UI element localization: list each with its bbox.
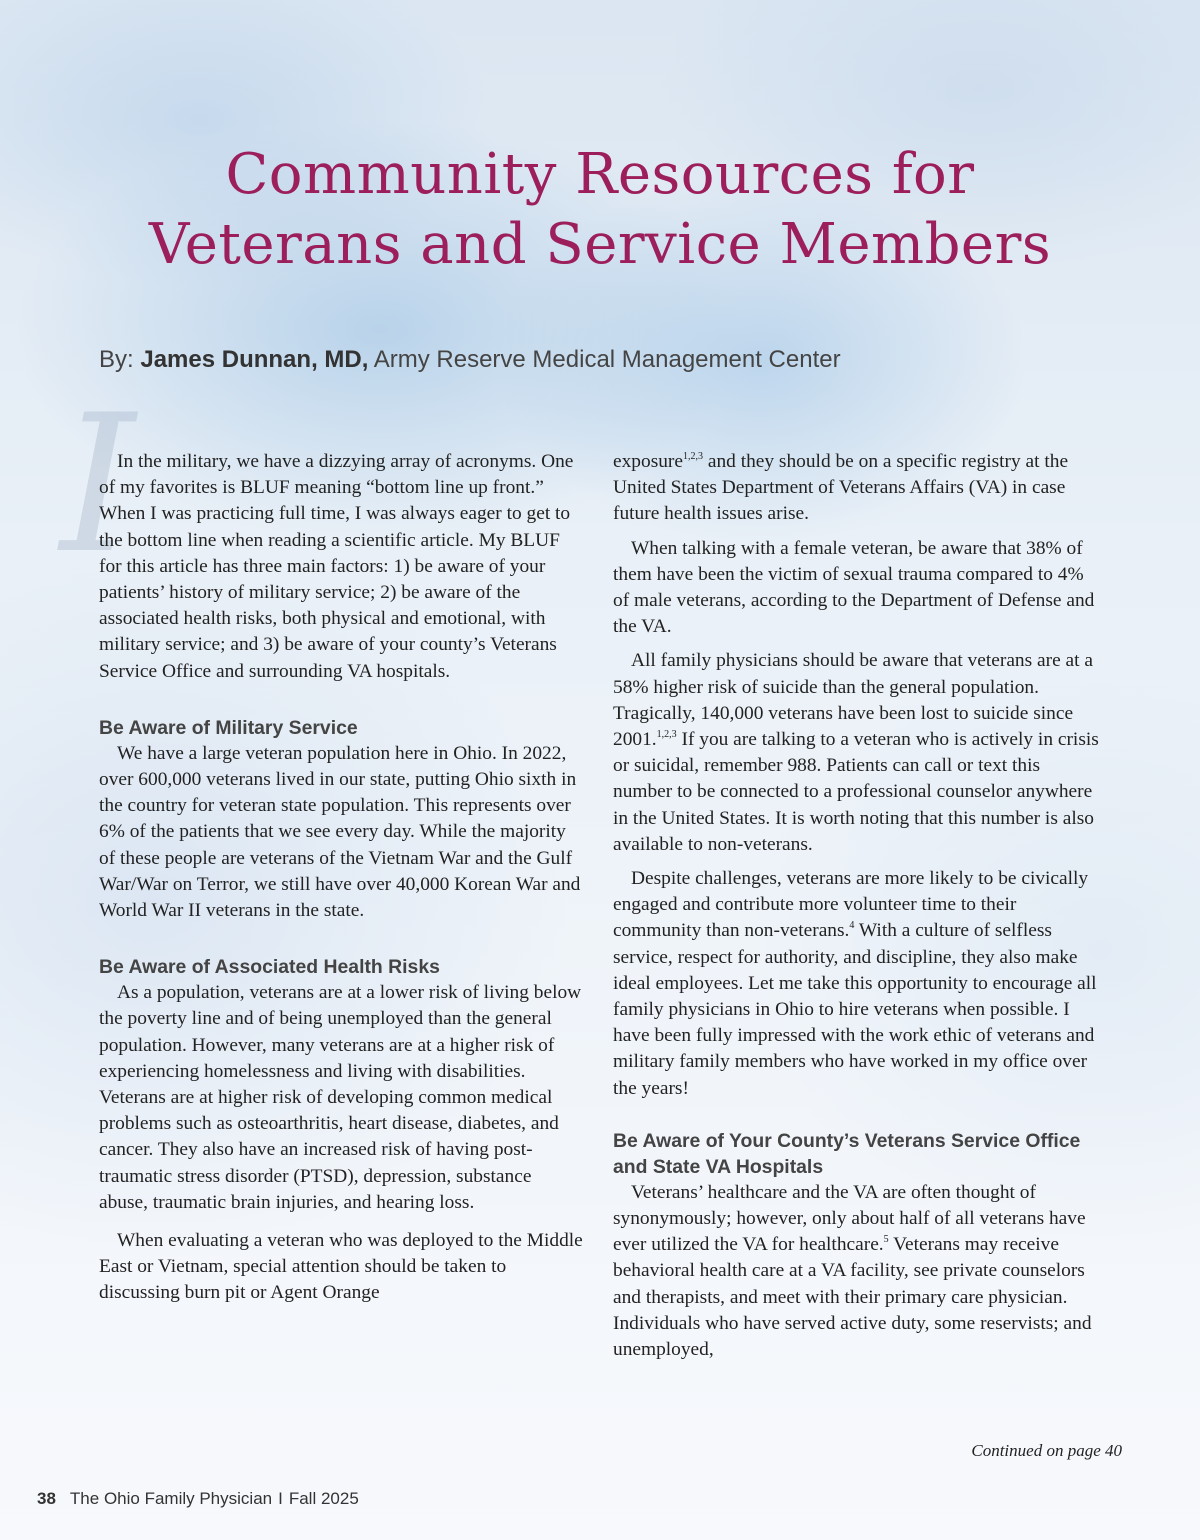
right-column: [613, 449, 1099, 1371]
article-title: [0, 140, 1200, 280]
citation-superscript: 1,2,3: [656, 729, 677, 741]
text-run: exposure: [613, 451, 683, 472]
civic-engagement-paragraph: [613, 866, 1099, 1102]
text-run: Despite challenges, veterans are more likely to be civically engaged and contribute more volunteer time to their community than non-veterans.: [613, 868, 1089, 942]
text-run: All family physicians should be aware that veterans are at a 58% higher risk of suicide than the general population. Tragically, 140,000 veterans have been lost to suicide since 2001.: [613, 650, 1093, 751]
section-heading-military-service: Be Aware of Military Service: [99, 716, 358, 739]
health-risks-paragraph-2: When evaluating a veteran who was deployed to the Middle East or Vietnam, special attention should be taken to discussing burn pit or Agent Orange: [99, 1230, 583, 1304]
text-run: Veterans may receive behavioral health care at a VA facility, see private counselors and therapists, and meet with their primary care physician. Individuals who have served active duty, some reservists; and unemployed,: [613, 1234, 1092, 1361]
text-run: If you are talking to a veteran who is actively in crisis or suicidal, remember 988. Patients can call or text this number to be connected to a professional counselor anywhere in the United States. It is worth noting that this number is also available to non-veterans.: [613, 729, 1099, 855]
intro-paragraph: In the military, we have a dizzying array of acronyms. One of my favorites is BLUF meaning “bottom line up front.” When I was practicing full time, I was always eager to get to the bottom line when reading a scientific article. My BLUF for this article has three main factors: 1) be aware of your patients’ history of military service; 2) be aware of the associated health risks, both physical and emotional, with military service; and 3) be aware of your county’s Veterans Service Office and surrounding VA hospitals.: [99, 451, 574, 682]
text-run: and they should be on a specific registry at the United States Department of Veterans Affairs (VA) in case future health issues arise.: [613, 451, 1069, 525]
va-healthcare-paragraph: [613, 1180, 1099, 1363]
byline-affiliation: Army Reserve Medical Management Center: [368, 346, 841, 373]
section-heading-veterans-service-office: Be Aware of Your County’s Veterans Service Office and State VA Hospitals: [613, 1129, 1081, 1178]
title-line-2: Veterans and Service Members: [148, 212, 1052, 277]
title-line-1: Community Resources for: [225, 142, 975, 207]
left-column: [99, 449, 585, 1315]
suicide-risk-paragraph: [613, 648, 1099, 858]
citation-superscript: 1,2,3: [683, 451, 703, 462]
page-footer: [37, 1489, 359, 1509]
military-service-paragraph: We have a large veteran population here in Ohio. In 2022, over 600,000 veterans lived in our state, putting Ohio sixth in the country for veteran state population. This represents over 6% of the patients that we see every day. While the majority of these people are veterans of the Vietnam War and the Gulf War/War on Terror, we still have over 40,000 Korean War and World War II veterans in the state.: [99, 742, 581, 922]
citation-superscript: 4: [849, 920, 855, 932]
text-run: Veterans’ healthcare and the VA are often thought of synonymously; however, only about half of all veterans have ever utilized the VA for healthcare.: [613, 1181, 1086, 1256]
byline-prefix: By:: [99, 346, 141, 373]
footer-separator: I: [278, 1489, 283, 1508]
female-veteran-paragraph: When talking with a female veteran, be aware that 38% of them have been the victim of sexual trauma compared to 4% of male veterans, according to the Department of Defense and the VA.: [613, 537, 1095, 638]
exposure-continuation-paragraph: [613, 449, 1099, 528]
byline: [99, 346, 841, 374]
continued-note: Continued on page 40: [971, 1441, 1122, 1460]
issue-label: Fall 2025: [288, 1489, 359, 1508]
section-heading-health-risks: Be Aware of Associated Health Risks: [99, 956, 440, 979]
page-number: 38: [37, 1489, 56, 1508]
text-run: With a culture of selfless service, respect for authority, and discipline, they also make ideal employees. Let me take this opportunity to encourage all family physicians in Ohio to hire veterans when possible. I have been fully impressed with the work ethic of veterans and military family members who have worked in my office over the years!: [613, 920, 1097, 1099]
health-risks-paragraph-1: As a population, veterans are at a lower risk of living below the poverty line and of being unemployed than the general population. However, many veterans are at a higher risk of experiencing homelessness and living with disabilities. Veterans are at higher risk of developing common medical problems such as osteoarthritis, heart disease, diabetes, and cancer. They also have an increased risk of having post-traumatic stress disorder (PTSD), depression, substance abuse, traumatic brain injuries, and hearing loss.: [99, 982, 582, 1213]
byline-author: James Dunnan, MD,: [140, 346, 369, 373]
publication-name: The Ohio Family Physician: [69, 1489, 273, 1508]
citation-superscript: 5: [883, 1234, 889, 1246]
decorative-drop-cap: I: [60, 374, 136, 595]
